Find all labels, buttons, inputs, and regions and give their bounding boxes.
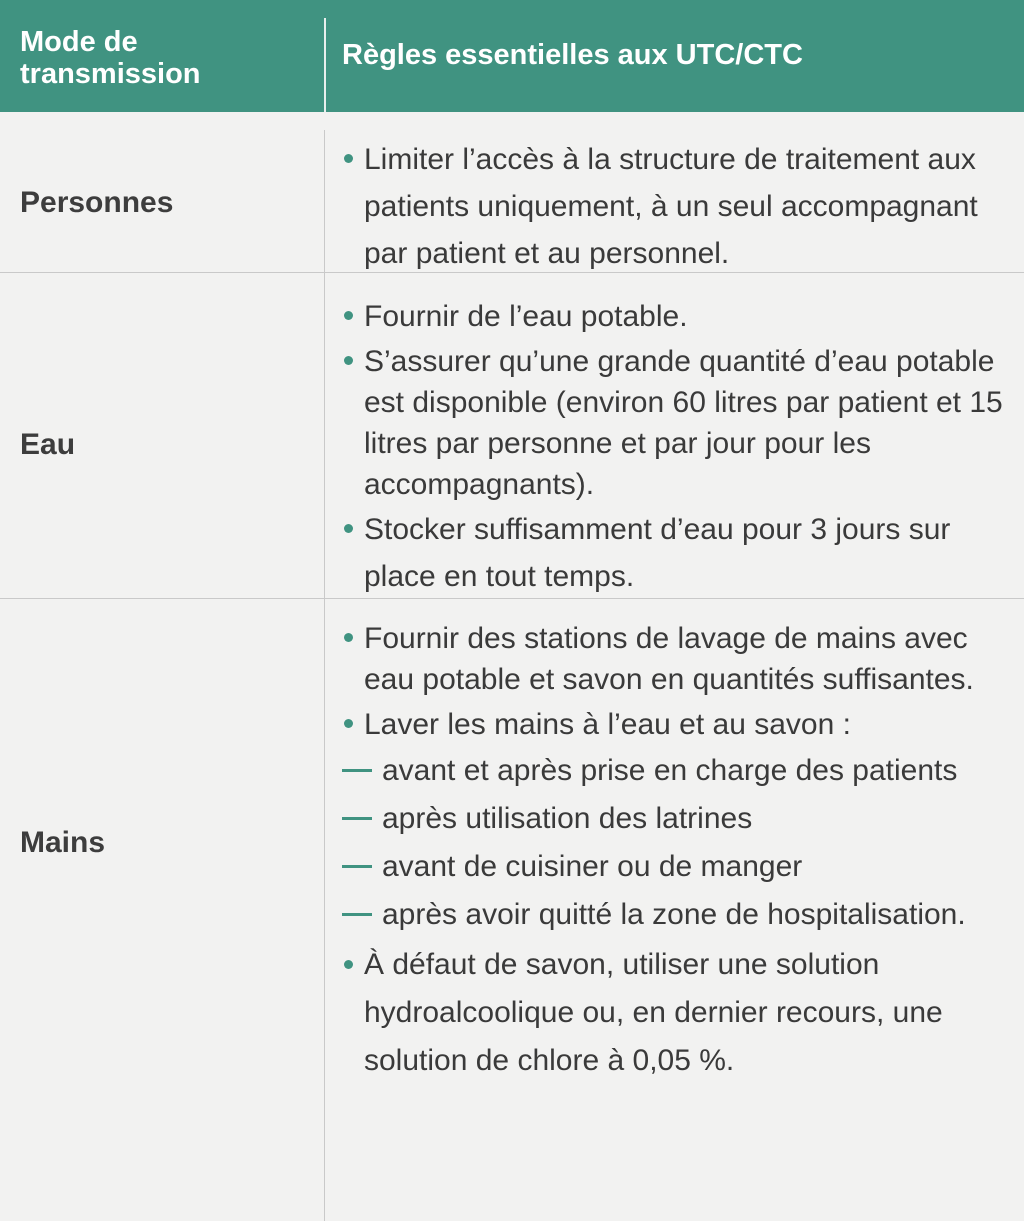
- dash-icon: [342, 913, 372, 916]
- row-label-eau: Eau: [20, 428, 76, 461]
- dash-item: [342, 891, 1014, 939]
- dash-text: après avoir quitté la zone de hospitalisation.: [382, 898, 966, 931]
- bullet-dot-icon: [344, 356, 353, 365]
- list-item: [342, 941, 1014, 1085]
- bullet-text: Stocker suffisamment d’eau pour 3 jours sur place en tout temps.: [364, 513, 951, 593]
- cell-personnes: [342, 136, 1014, 277]
- dash-icon: [342, 817, 372, 820]
- header-regles-essentielles: Règles essentielles aux UTC/CTC: [342, 39, 803, 71]
- table-header: [0, 0, 1024, 112]
- dash-text: avant de cuisiner ou de manger: [382, 850, 803, 883]
- header-divider: [324, 18, 326, 112]
- dash-item: [342, 795, 1014, 843]
- bullet-text: S’assurer qu’une grande quantité d’eau potable est disponible (environ 60 litres par patient et 15 litres par personne et par jour pour les accompagnants).: [364, 345, 1003, 501]
- dash-text: après utilisation des latrines: [382, 802, 753, 835]
- dash-text: avant et après prise en charge des patients: [382, 754, 958, 787]
- list-item: [342, 704, 1014, 745]
- bullet-dot-icon: [344, 154, 353, 163]
- list-item: [342, 506, 1014, 600]
- bullet-dot-icon: [344, 633, 353, 642]
- cell-mains: [342, 618, 1014, 1085]
- bullet-dot-icon: [344, 524, 353, 533]
- bullet-text: Fournir de l’eau potable.: [364, 300, 688, 333]
- dash-icon: [342, 865, 372, 868]
- bullet-dot-icon: [344, 311, 353, 320]
- list-item: [342, 136, 1014, 277]
- dash-icon: [342, 769, 372, 772]
- list-item: [342, 296, 1014, 337]
- bullet-dot-icon: [344, 960, 353, 969]
- bullet-dot-icon: [344, 719, 353, 728]
- bullet-text: À défaut de savon, utiliser une solution hydroalcoolique ou, en dernier recours, une solution de chlore à 0,05 %.: [364, 948, 943, 1077]
- row-label-personnes: Personnes: [20, 186, 174, 219]
- dash-item: [342, 843, 1014, 891]
- list-item: [342, 618, 1014, 700]
- dash-item: [342, 747, 1014, 795]
- row-label-mains: Mains: [20, 826, 106, 859]
- list-item: [342, 341, 1014, 505]
- header-mode-de-transmission: Mode de transmission: [20, 26, 201, 90]
- cell-eau: [342, 296, 1014, 600]
- dash-list: [342, 747, 1014, 939]
- bullet-text: Limiter l’accès à la structure de traitement aux patients uniquement, à un seul accompagnant par patient et au personnel.: [364, 143, 978, 270]
- bullet-text: Fournir des stations de lavage de mains avec eau potable et savon en quantités suffisantes.: [364, 622, 974, 696]
- column-divider: [324, 130, 325, 1221]
- bullet-text: Laver les mains à l’eau et au savon :: [364, 708, 851, 741]
